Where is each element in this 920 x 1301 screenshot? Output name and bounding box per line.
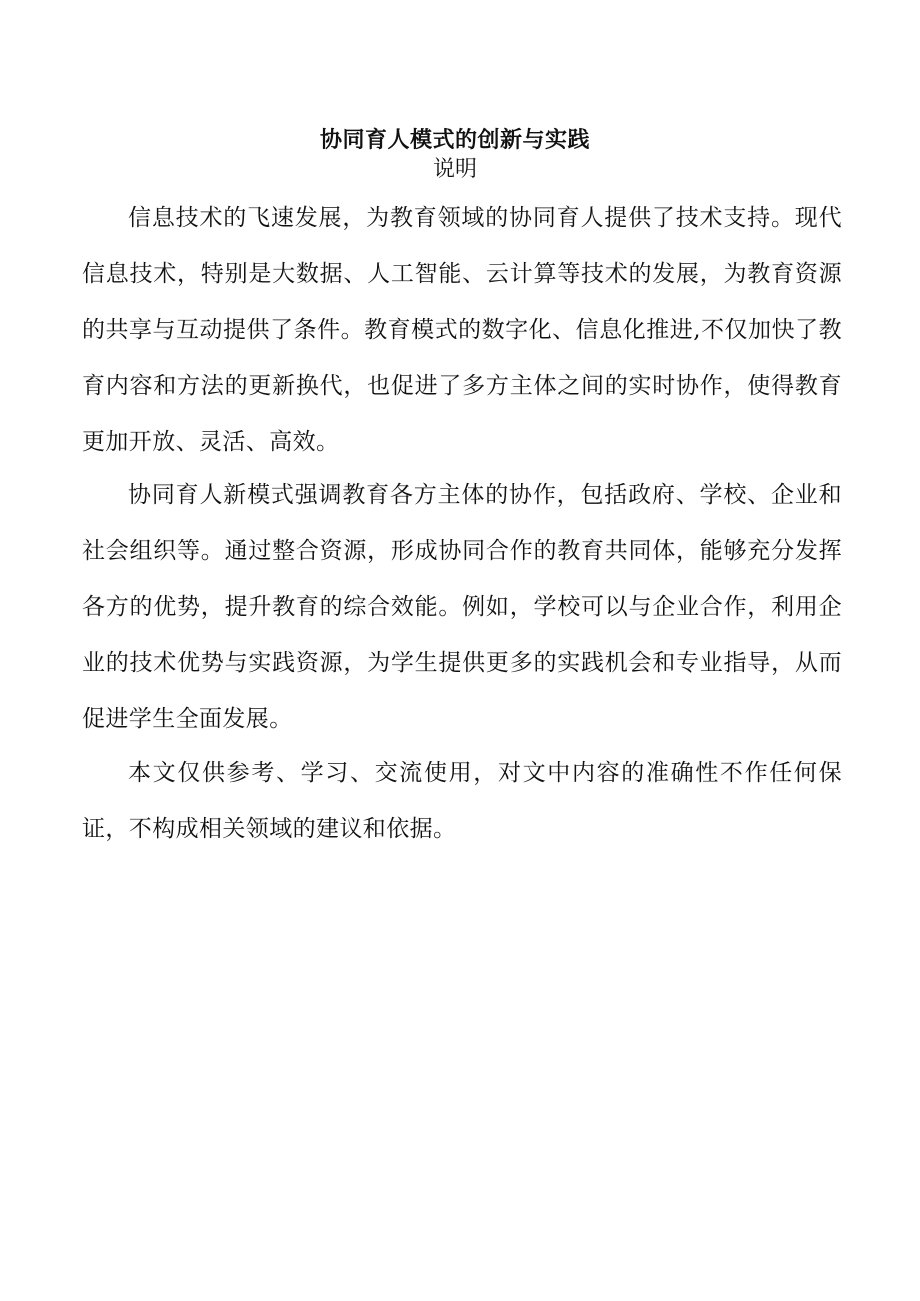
paragraph-3: 本文仅供参考、学习、交流使用，对文中内容的准确性不作任何保证，不构成相关领域的建议和依据。 — [82, 760, 842, 842]
document-subtitle: 说明 — [432, 157, 477, 182]
document-title: 协同育人模式的创新与实践 — [319, 127, 590, 153]
paragraph-1: 信息技术的飞速发展，为教育领域的协同育人提供了技术支持。现代信息技术，特别是大数据、人工智能、云计算等技术的发展，为教育资源的共享与互动提供了条件。教育模式的数字化、信息化推进,不仅加快了教育内容和方法的更新换代，也促进了多方主体之间的实时协作，使得教育更加开放、灵活、高效。 — [82, 205, 842, 455]
paragraph-2: 协同育人新模式强调教育各方主体的协作，包括政府、学校、企业和社会组织等。通过整合资源，形成协同合作的教育共同体，能够充分发挥各方的优势，提升教育的综合效能。例如，学校可以与企业合作，利用企业的技术优势与实践资源，为学生提供更多的实践机会和专业指导，从而促进学生全面发展。 — [82, 482, 842, 732]
